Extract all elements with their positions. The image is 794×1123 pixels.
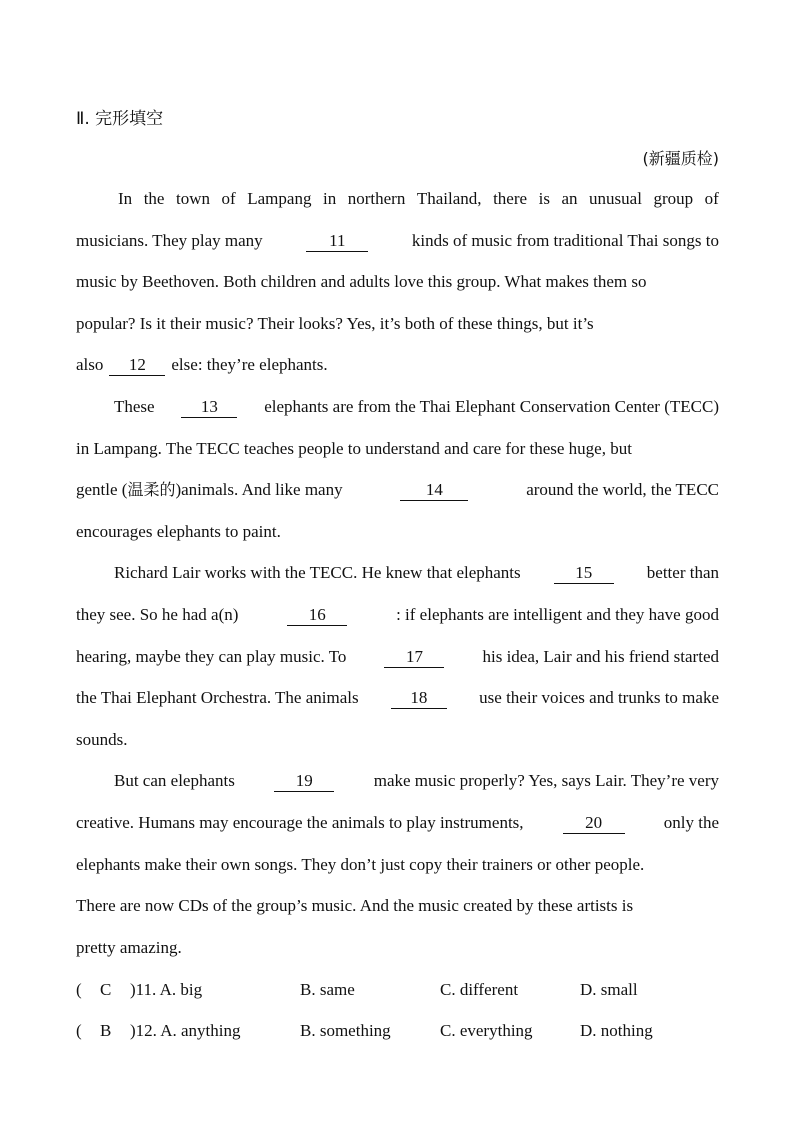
answer-paren-open: ( (76, 1021, 82, 1040)
blank-13: 13 (181, 397, 237, 418)
text-run (76, 469, 343, 511)
text-run: These (114, 396, 155, 416)
option-b: B. something (300, 1021, 391, 1040)
blank-12: 12 (109, 355, 165, 376)
passage-line: sounds. (76, 729, 128, 749)
text-run: only the (663, 812, 719, 832)
text-run: hearing, maybe they can play music. To (76, 646, 347, 666)
answer-paren-open: ( (76, 980, 82, 999)
passage-line (76, 552, 719, 594)
word: group (653, 189, 694, 208)
word: there (493, 189, 528, 208)
text-run: elephants are from the Thai Elephant Conservation Center (TECC) (264, 396, 719, 416)
passage-line (76, 636, 719, 678)
text-run: make music properly? Yes, says Lair. They’re very (373, 771, 719, 791)
blank-17: 17 (384, 647, 444, 668)
passage-line (76, 469, 719, 511)
option-b: B. same (300, 980, 355, 999)
passage-line (76, 220, 719, 262)
text-run: But can elephants (114, 771, 235, 791)
passage-line (76, 178, 719, 220)
option-c: C. different (440, 980, 519, 999)
word: In (118, 189, 133, 208)
passage-line: elephants make their own songs. They don’t just copy their trainers or other people. (76, 854, 645, 874)
text-run: musicians. They play many (76, 230, 263, 250)
text-run: else: they’re elephants. (171, 355, 328, 375)
section-title: Ⅱ. 完形填空 (76, 109, 164, 129)
word: town (176, 189, 211, 208)
passage-line: pretty amazing. (76, 937, 182, 957)
option-c: C. everything (440, 1021, 533, 1040)
text-run: also (76, 355, 104, 375)
option-d: D. small (580, 980, 638, 999)
passage-line: There are now CDs of the group’s music. And the music created by these artists is (76, 896, 634, 916)
word: is (538, 189, 550, 208)
word: an (561, 189, 578, 208)
passage-line (76, 594, 719, 636)
word: Lampang (247, 189, 312, 208)
answer-letter: C (100, 980, 112, 999)
question-number-option-a: )12. A. anything (130, 1021, 241, 1040)
chinese-gloss: 温柔的 (127, 480, 176, 500)
text-run: Richard Lair works with the TECC. He knew that elephants (114, 563, 521, 583)
blank-14: 14 (400, 480, 468, 501)
passage-line (76, 760, 719, 802)
question-row-11 (76, 970, 719, 1010)
text-run: better than (646, 563, 719, 583)
text-run: around the world, the TECC (526, 480, 719, 500)
passage-line (76, 677, 719, 719)
blank-16: 16 (287, 605, 347, 626)
text-run: : if elephants are intelligent and they have good (396, 604, 719, 624)
text-run: the Thai Elephant Orchestra. The animals (76, 688, 359, 708)
word: unusual (589, 189, 642, 208)
word: Thailand, (416, 189, 482, 208)
word: the (143, 189, 165, 208)
passage-line (76, 386, 719, 428)
question-row-12 (76, 1011, 719, 1051)
blank-18: 18 (391, 688, 447, 709)
text-run: creative. Humans may encourage the animals to play instruments, (76, 812, 524, 832)
answer-letter: B (100, 1021, 112, 1040)
blank-19: 19 (274, 771, 334, 792)
blank-15: 15 (554, 563, 614, 584)
word: of (704, 189, 719, 208)
text-run: kinds of music from traditional Thai songs to (411, 230, 719, 250)
option-d: D. nothing (580, 1021, 653, 1040)
text-run: his idea, Lair and his friend started (482, 646, 719, 666)
passage-line: in Lampang. The TECC teaches people to understand and care for these huge, but (76, 438, 632, 458)
blank-11: 11 (306, 231, 368, 252)
cloze-passage (76, 178, 719, 968)
passage-line: music by Beethoven. Both children and adults love this group. What makes them so (76, 272, 647, 292)
blank-20: 20 (563, 813, 625, 834)
text-run: )animals. And like many (175, 480, 343, 500)
passage-line: popular? Is it their music? Their looks? Yes, it’s both of these things, but it’s (76, 313, 594, 333)
text-run: they see. So he had a(n) (76, 604, 239, 624)
word: in (322, 189, 337, 208)
word: northern (347, 189, 406, 208)
text-run: gentle ( (76, 480, 128, 500)
source-label: (新疆质检) (642, 149, 719, 168)
word: of (221, 189, 236, 208)
text-run: use their voices and trunks to make (479, 688, 719, 708)
passage-line (76, 802, 719, 844)
passage-line (76, 344, 719, 386)
passage-line: encourages elephants to paint. (76, 521, 281, 541)
question-number-option-a: )11. A. big (130, 980, 203, 999)
